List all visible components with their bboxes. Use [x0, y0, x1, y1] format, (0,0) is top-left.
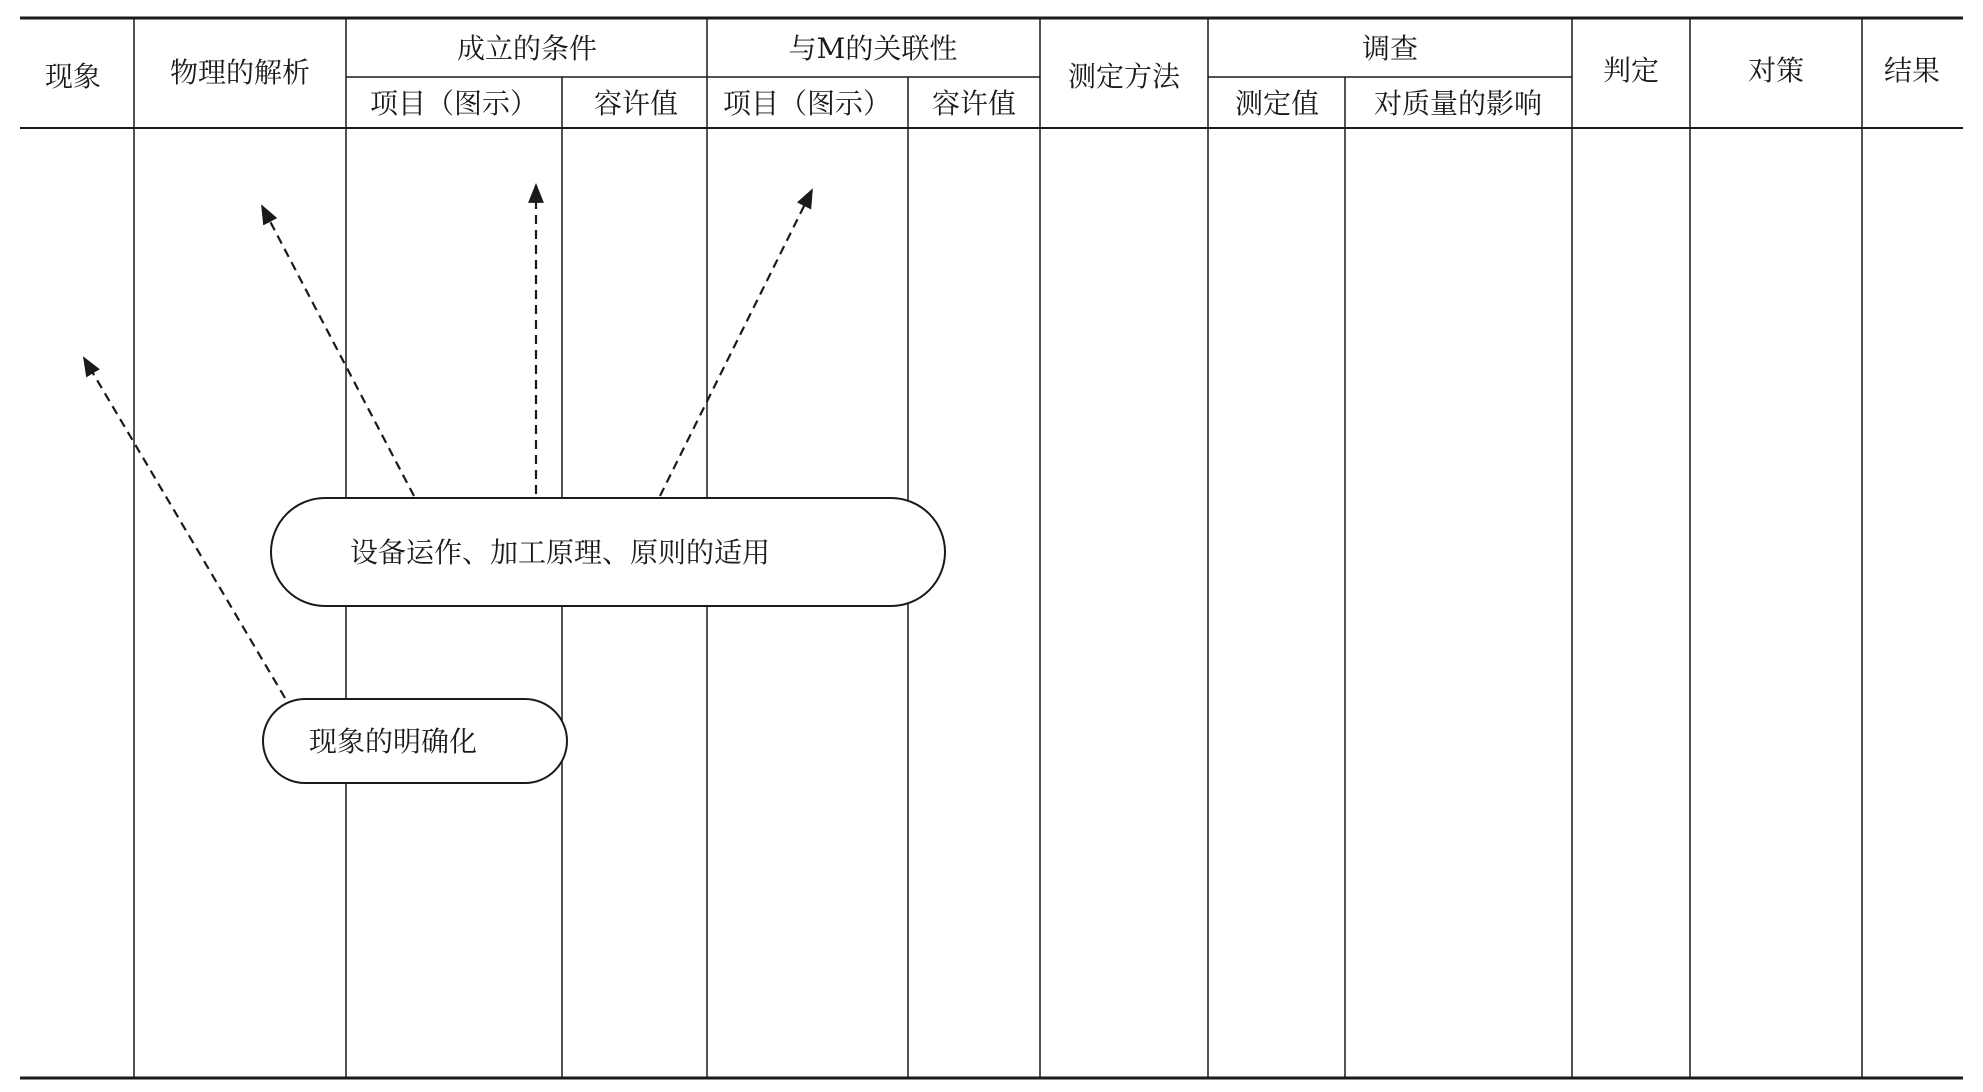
- arrow-to-phenomenon: [84, 358, 285, 698]
- header-judgment: 判定: [1602, 54, 1660, 87]
- header-countermeasure: 对策: [1747, 54, 1805, 87]
- subheader-cond-item: 项目（图示）: [369, 87, 539, 120]
- header-measure-method: 测定方法: [1067, 60, 1181, 93]
- subheader-cond-tolerance: 容许值: [593, 87, 679, 120]
- subheader-measured-value: 测定值: [1234, 87, 1320, 120]
- clarify-bubble-label: 现象的明确化: [309, 725, 478, 758]
- header-survey: 调查: [1361, 32, 1419, 65]
- subheader-m-tolerance: 容许值: [931, 87, 1017, 120]
- subheader-quality-impact: 对质量的影响: [1373, 87, 1543, 120]
- principle-bubble-label: 设备运作、加工原理、原则的适用: [350, 536, 771, 569]
- header-m-relation: 与M的关联性: [788, 32, 958, 65]
- header-result: 结果: [1883, 54, 1941, 87]
- header-physical-analysis: 物理的解析: [169, 56, 311, 89]
- header-phenomenon: 现象: [44, 60, 102, 93]
- arrow-to-m-relation: [660, 190, 812, 496]
- subheader-m-item: 项目（图示）: [722, 87, 892, 120]
- arrow-to-physical-analysis: [262, 206, 414, 496]
- header-conditions: 成立的条件: [456, 32, 598, 65]
